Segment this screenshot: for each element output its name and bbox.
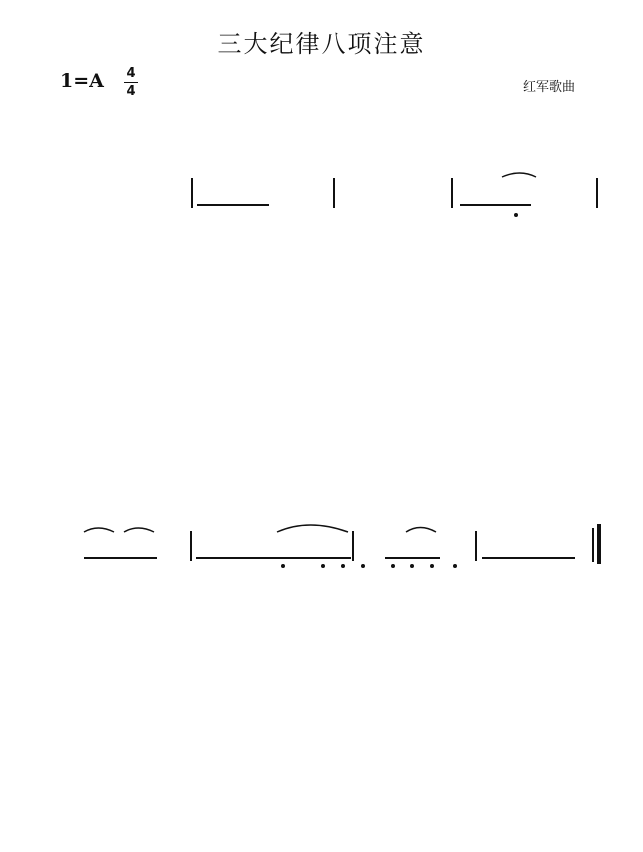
key-signature: 1=A <box>60 70 104 92</box>
time-signature-top: 4 <box>126 66 136 81</box>
song-title: 三大纪律八项注意 <box>217 30 426 58</box>
time-signature-bottom: 4 <box>126 84 136 99</box>
composer-credit: 红军歌曲 <box>523 80 576 95</box>
